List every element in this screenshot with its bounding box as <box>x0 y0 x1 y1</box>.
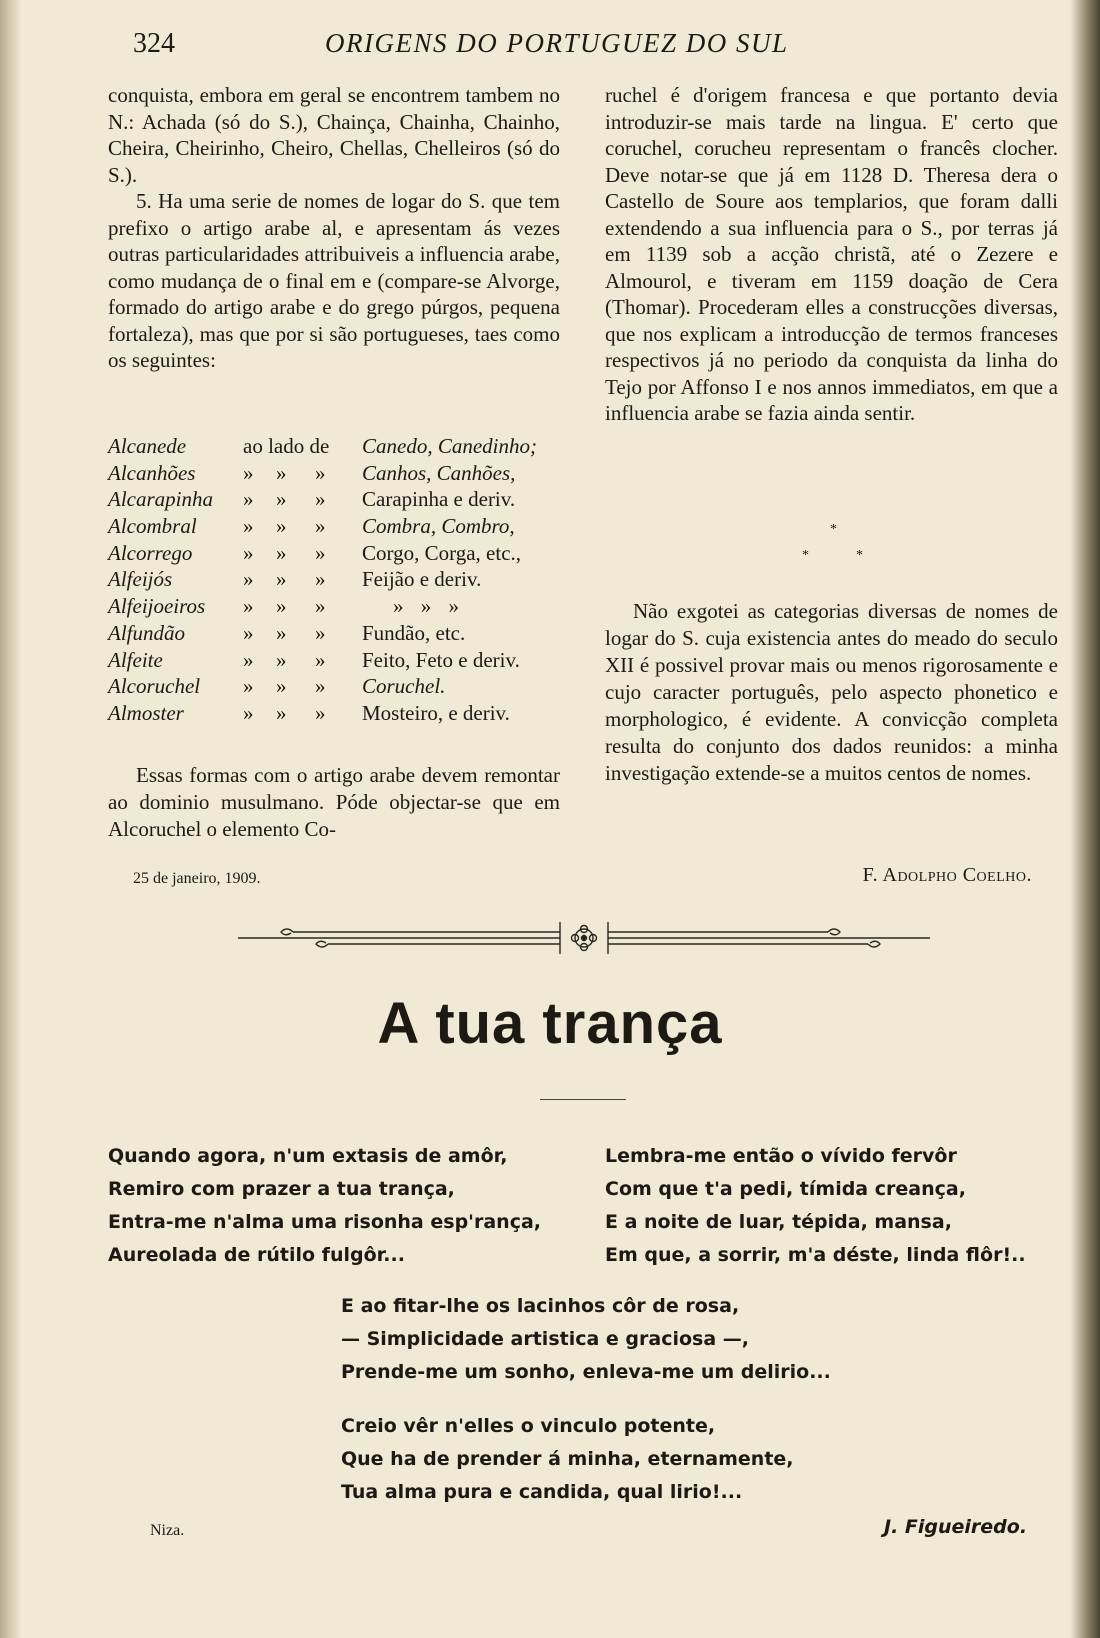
arabic-form: Alcombral <box>108 514 197 539</box>
ditto-mark: » <box>243 514 254 539</box>
ditto-mark: » <box>243 620 254 645</box>
right-column-conclusion <box>605 598 1058 787</box>
table-row <box>108 647 568 674</box>
ditto-mark: » <box>243 487 254 512</box>
ditto-mark: » <box>276 514 287 539</box>
poem-author: J. Figueiredo. <box>884 1516 1028 1538</box>
compared-form: Canhos, Canhões, <box>362 460 516 485</box>
paragraph: Essas formas com o artigo arabe devem remontar ao dominio musulmano. Póde objectar-se que em Alcoruchel o elemento Co- <box>108 763 560 841</box>
table-row <box>108 620 568 647</box>
poem-stanza <box>341 1410 794 1509</box>
place-name-table <box>108 433 568 727</box>
poem-stanza <box>341 1290 831 1389</box>
poem-title: A tua trança <box>377 991 723 1056</box>
ditto-mark: » <box>276 594 287 619</box>
ornamental-divider <box>238 918 930 958</box>
ditto-mark: » <box>276 674 287 699</box>
compared-form: Feijão e deriv. <box>362 567 482 592</box>
ditto-mark: » <box>315 567 326 592</box>
arabic-form: Alcorrego <box>108 540 193 565</box>
table-row <box>108 566 568 593</box>
poem-line: Aureolada de rútilo fulgôr... <box>108 1244 405 1266</box>
page-left-edge <box>0 0 22 1638</box>
poem-line: Remiro com prazer a tua trança, <box>108 1178 455 1200</box>
ditto-mark: » <box>243 594 254 619</box>
left-column-text <box>108 82 560 374</box>
asterisk: * <box>856 548 863 563</box>
poem-place: Niza. <box>150 1522 185 1539</box>
poem-line: Entra-me n'alma uma risonha esp'rança, <box>108 1211 542 1233</box>
article-date: 25 de janeiro, 1909. <box>133 870 261 887</box>
table-row <box>108 700 568 727</box>
ditto-mark: » <box>315 594 326 619</box>
ditto-mark: » <box>243 674 254 699</box>
poem-line: Quando agora, n'um extasis de amôr, <box>108 1145 508 1167</box>
compared-form: Mosteiro, e deriv. <box>362 700 510 725</box>
ditto-mark: » <box>276 647 287 672</box>
ditto-mark: » <box>276 567 287 592</box>
arabic-form: Alcanhões <box>108 460 196 485</box>
compared-form: Combra, Combro, <box>362 514 515 539</box>
arabic-form: Almoster <box>108 700 184 725</box>
poem-line: Prende-me um sonho, enleva-me um delirio... <box>341 1361 831 1383</box>
compared-form: Fundão, etc. <box>362 620 466 645</box>
paragraph: 5. Ha uma serie de nomes de logar do S. que tem prefixo o artigo arabe al, e apresentam ás vezes outras particularidades attribuiveis a influencia arabe, como mudança de o final em e (compare-se Alvorge, formado do artigo arabe e do grego púrgos, pequena fortaleza), mas que por si são portugueses, taes como os seguintes: <box>108 189 560 372</box>
section-separator <box>790 522 880 567</box>
poem-line: Creio vêr n'elles o vinculo potente, <box>341 1415 716 1437</box>
right-column-text <box>605 82 1058 427</box>
poem-line: Que ha de prender á minha, eternamente, <box>341 1448 794 1470</box>
poem-line: E a noite de luar, tépida, mansa, <box>605 1211 952 1233</box>
ditto-mark: » <box>243 700 254 725</box>
page-number: 324 <box>133 28 175 59</box>
table-row <box>108 486 568 513</box>
table-row <box>108 433 568 460</box>
article-author: F. Adolpho Coelho. <box>862 864 1032 886</box>
ditto-mark: » <box>276 460 287 485</box>
paragraph: conquista, embora em geral se encontrem tambem no N.: Achada (só do S.), Chainça, Chainha, Chainho, Cheira, Cheirinho, Cheiro, Chellas, Chelleiros (só do S.). <box>108 83 560 187</box>
poem-line: Em que, a sorrir, m'a déste, linda flôr!.. <box>605 1244 1026 1266</box>
asterisk: * <box>802 548 809 563</box>
ditto-mark: » <box>243 460 254 485</box>
arabic-form: Alcarapinha <box>108 487 213 512</box>
ditto-mark: » <box>315 514 326 539</box>
arabic-form: Alfundão <box>108 620 185 645</box>
ditto-mark: » <box>315 674 326 699</box>
poem-line: Com que t'a pedi, tímida creança, <box>605 1178 966 1200</box>
compared-form: Carapinha e deriv. <box>362 487 516 512</box>
table-row <box>108 460 568 487</box>
running-title: ORIGENS DO PORTUGUEZ DO SUL <box>325 28 789 58</box>
ditto-mark: » <box>243 647 254 672</box>
compared-form: Feito, Feto e deriv. <box>362 647 520 672</box>
ditto-mark: » <box>315 540 326 565</box>
ditto-mark: » <box>315 647 326 672</box>
poem-line: Lembra-me então o vívido fervôr <box>605 1145 957 1167</box>
ditto-mark: » <box>315 700 326 725</box>
poem-line: E ao fitar-lhe os lacinhos côr de rosa, <box>341 1295 740 1317</box>
ditto-mark: » <box>276 700 287 725</box>
ditto-mark: » <box>315 460 326 485</box>
title-rule <box>540 1099 626 1100</box>
asterisk: * <box>830 522 837 537</box>
ditto-mark: » <box>276 540 287 565</box>
ditto-mark: » <box>243 540 254 565</box>
arabic-form: Alfeijoeiros <box>108 594 206 619</box>
ditto-mark: » <box>315 620 326 645</box>
arabic-form: Alcanede <box>108 434 187 458</box>
compared-form: Corgo, Corga, etc., <box>362 540 522 565</box>
compared-form: Coruchel. <box>362 674 446 699</box>
page-right-edge <box>1070 0 1100 1638</box>
arabic-form: Alfeite <box>108 647 163 672</box>
relation: ao lado de <box>243 434 330 458</box>
ditto-mark: » <box>276 620 287 645</box>
arabic-form: Alfeijós <box>108 567 173 592</box>
left-column-closing <box>108 762 560 843</box>
table-row <box>108 540 568 567</box>
arabic-form: Alcoruchel <box>108 674 201 699</box>
compared-form: » » » <box>393 594 459 619</box>
table-row <box>108 593 568 620</box>
poem-line: — Simplicidade artistica e graciosa —, <box>341 1328 750 1350</box>
table-row <box>108 673 568 700</box>
poem-line: Tua alma pura e candida, qual lirio!... <box>341 1481 743 1503</box>
poem-stanza <box>108 1140 541 1272</box>
paragraph: Não exgotei as categorias diversas de nomes de logar do S. cuja existencia antes do meado do seculo XII é possivel provar mais ou menos rigorosamente e cujo caracter português, pelo aspecto phonetico e morphologico, é evidente. A convicção completa resulta do conjunto dos dados reunidos: a minha investigação extende-se a muitos centos de nomes. <box>605 599 1058 785</box>
ditto-mark: » <box>315 487 326 512</box>
ditto-mark: » <box>276 487 287 512</box>
compared-form: Canedo, Canedinho; <box>362 434 537 458</box>
ditto-mark: » <box>243 567 254 592</box>
poem-stanza <box>605 1140 1026 1272</box>
paragraph: ruchel é d'origem francesa e que portanto devia introduzir-se mais tarde na lingua. E' certo que coruchel, corucheu representam o francês clocher. Deve notar-se que já em 1128 D. Theresa dera o Castello de Soure aos templarios, que foram dalli extendendo a sua influencia para o S., por terras já em 1139 sob a acção christã, até o Zezere e Almourol, e tiveram em 1159 doação de Cera (Thomar). Procederam elles a construcções diversas, que nos explicam a introducção de termos franceses respectivos já no periodo da conquista da linha do Tejo por Affonso I e nos annos immediatos, em que a influencia arabe se fazia ainda sentir. <box>605 83 1058 425</box>
table-row <box>108 513 568 540</box>
